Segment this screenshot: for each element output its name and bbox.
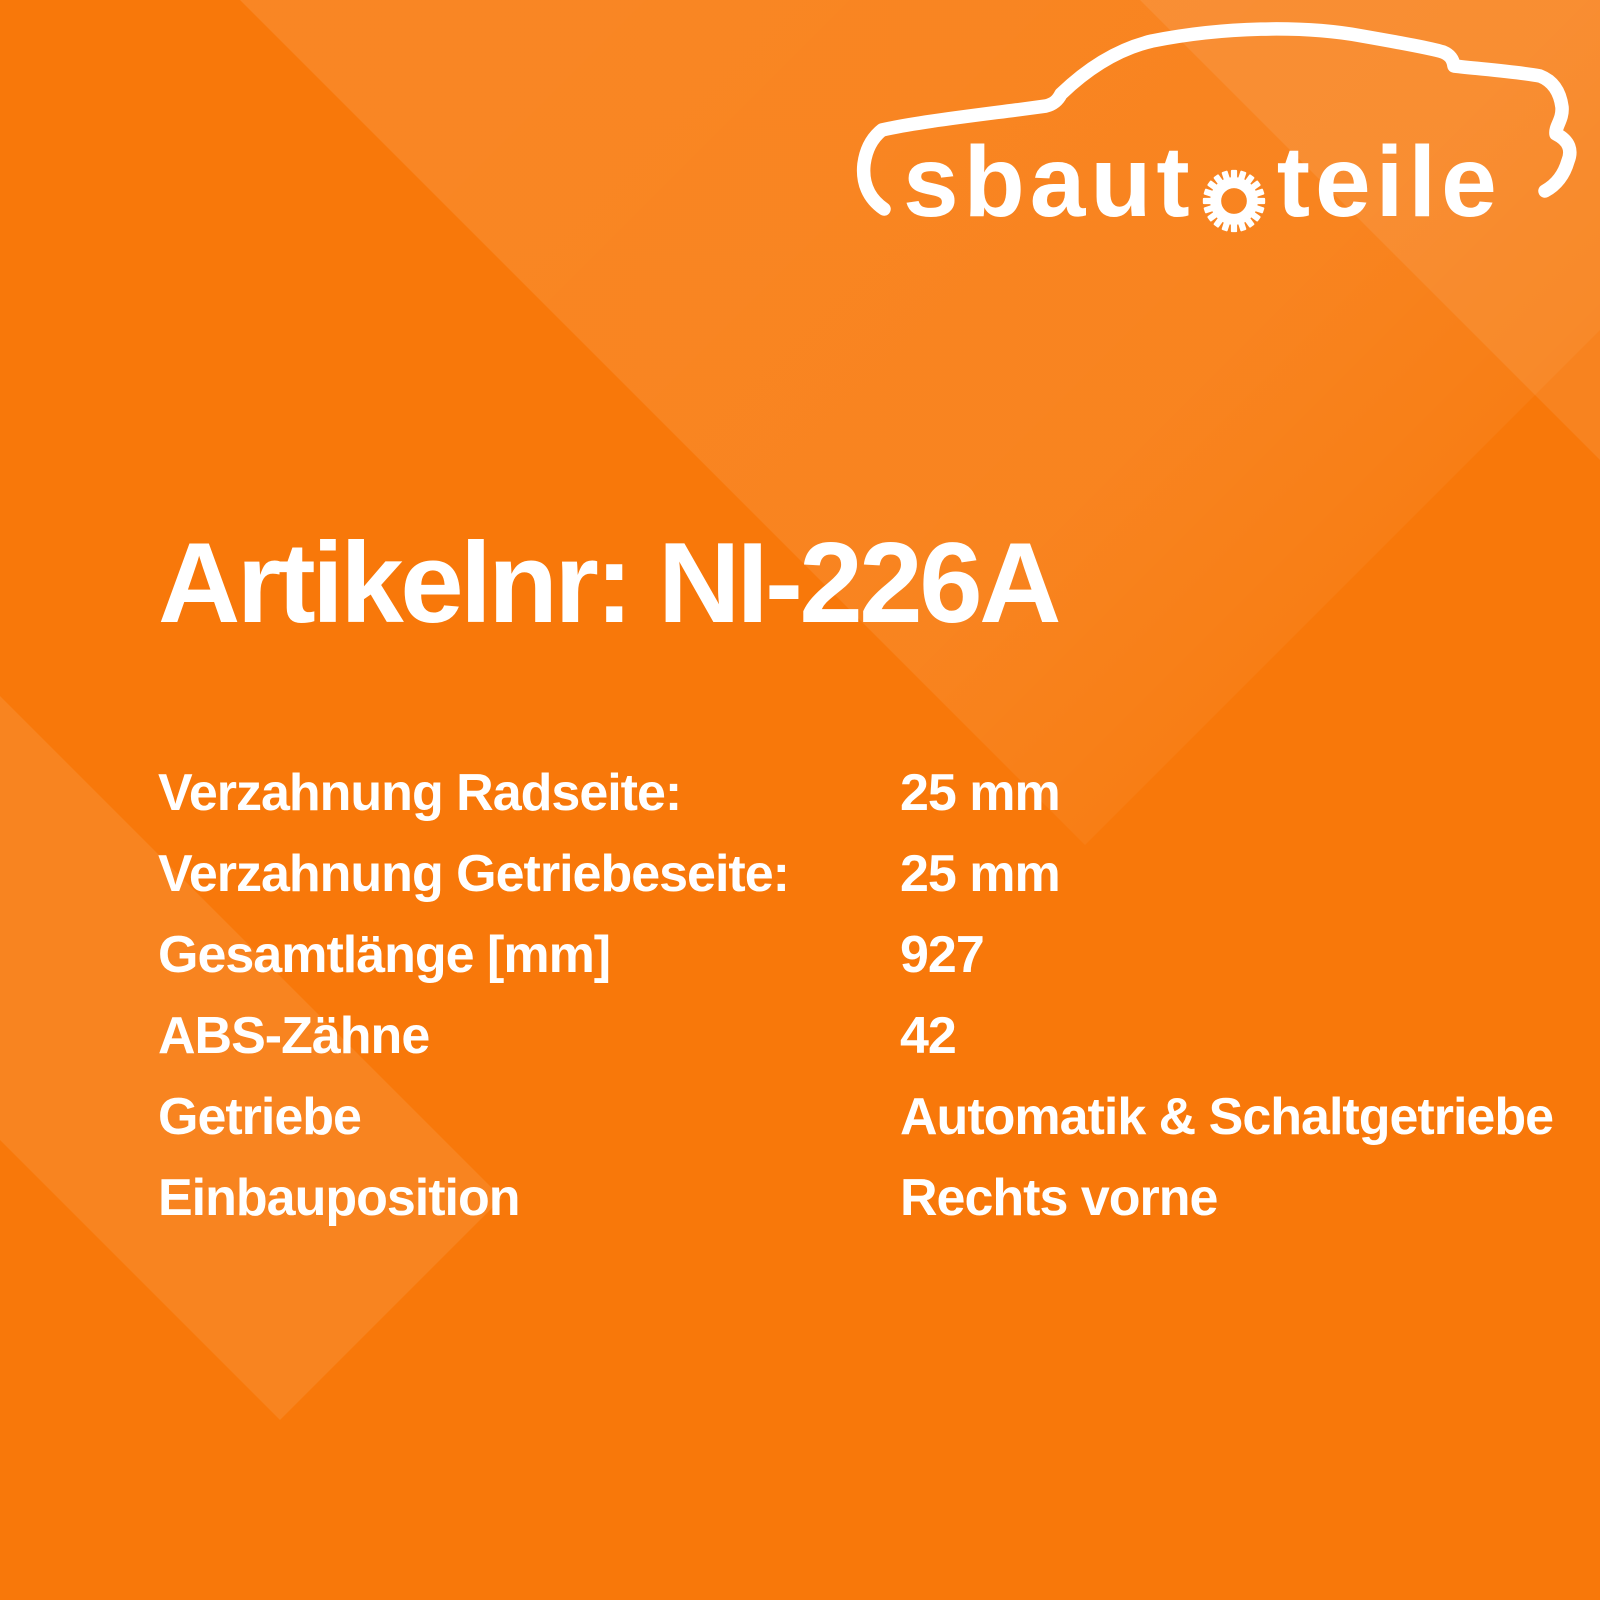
spec-row bbox=[158, 1076, 1558, 1157]
spec-label: Einbauposition bbox=[158, 1168, 520, 1227]
spec-row bbox=[158, 995, 1558, 1076]
spec-value: 927 bbox=[900, 925, 984, 984]
spec-label: Verzahnung Getriebeseite: bbox=[158, 844, 789, 903]
brand-logo bbox=[0, 0, 1600, 260]
spec-value: 25 mm bbox=[900, 763, 1060, 822]
gear-icon bbox=[1201, 168, 1267, 234]
spec-value: 42 bbox=[900, 1006, 956, 1065]
spec-table bbox=[158, 752, 1558, 1238]
spec-label: Verzahnung Radseite: bbox=[158, 763, 682, 822]
brand-wordmark bbox=[903, 126, 1502, 238]
spec-row bbox=[158, 833, 1558, 914]
spec-row bbox=[158, 752, 1558, 833]
spec-row bbox=[158, 1157, 1558, 1238]
brand-wordmark-right: teile bbox=[1276, 126, 1502, 238]
spec-value: Rechts vorne bbox=[900, 1168, 1218, 1227]
spec-value: Automatik & Schaltgetriebe bbox=[900, 1087, 1554, 1146]
spec-label: Gesamtlänge [mm] bbox=[158, 925, 611, 984]
spec-label: ABS-Zähne bbox=[158, 1006, 430, 1065]
spec-value: 25 mm bbox=[900, 844, 1060, 903]
brand-wordmark-left: sbaut bbox=[903, 126, 1195, 238]
article-number-heading: Artikelnr: NI-226A bbox=[158, 520, 1058, 647]
spec-label: Getriebe bbox=[158, 1087, 361, 1146]
spec-row bbox=[158, 914, 1558, 995]
